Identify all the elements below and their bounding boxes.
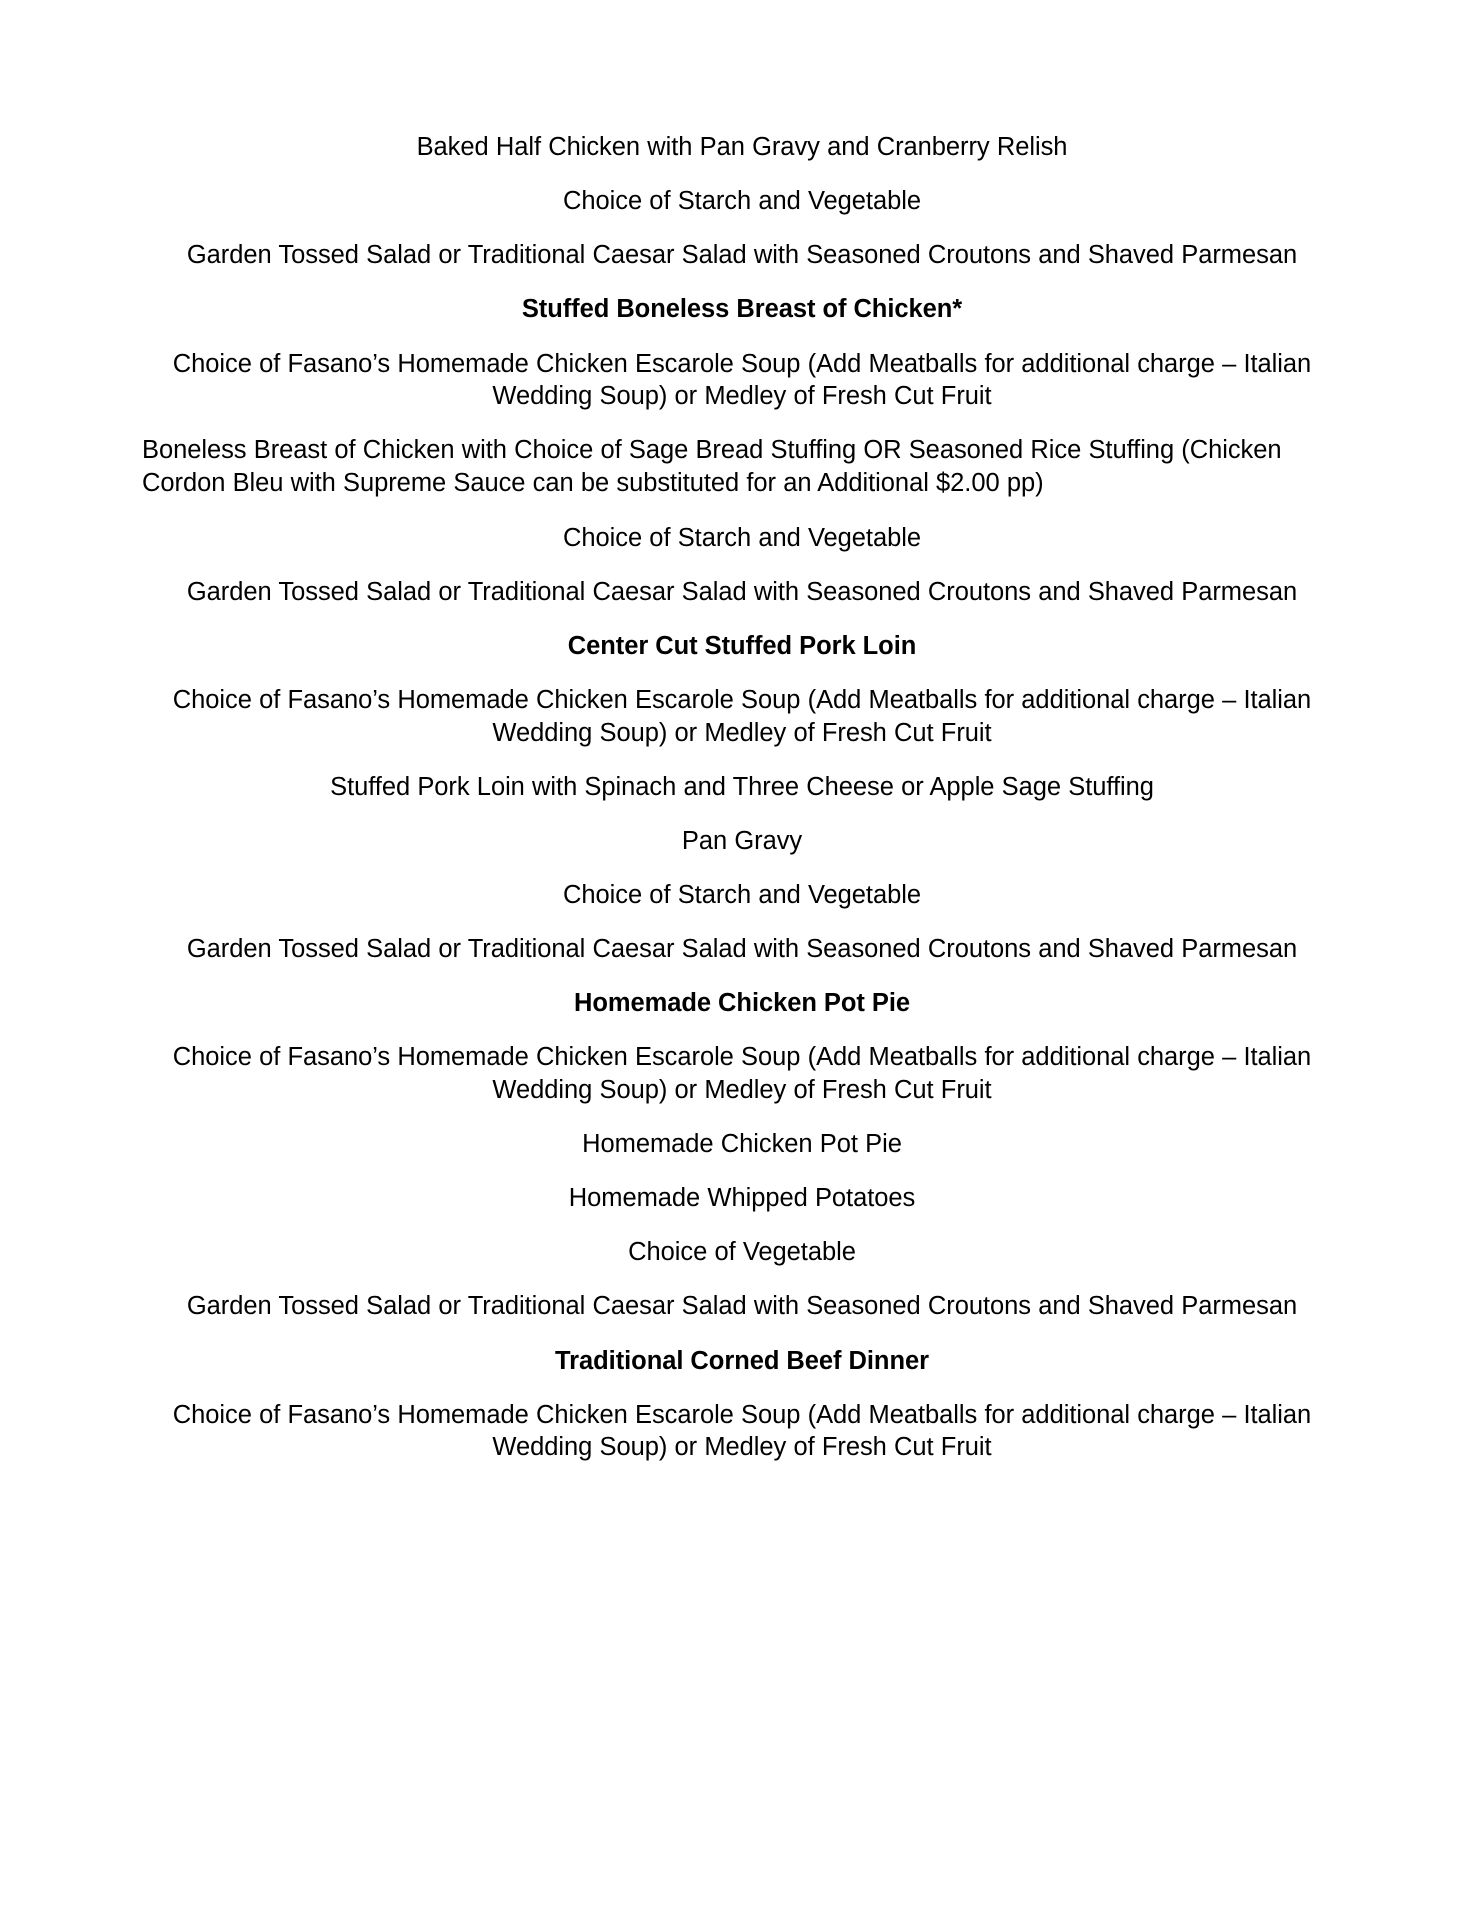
menu-line-stuffed-pork-loin-stuffing: Stuffed Pork Loin with Spinach and Three Cheese or Apple Sage Stuffing — [330, 772, 1154, 801]
menu-line-soup-or-fruit-1: Choice of Fasano’s Homemade Chicken Escarole Soup (Add Meatballs for additional charge – Italian Wedding Soup) or Medley of Fresh Cut Fruit — [172, 349, 1312, 411]
menu-line-soup-or-fruit-4: Choice of Fasano’s Homemade Chicken Escarole Soup (Add Meatballs for additional charge – Italian Wedding Soup) or Medley of Fresh Cut Fruit — [172, 1400, 1312, 1462]
menu-line-pan-gravy: Pan Gravy — [681, 826, 803, 855]
menu-heading-center-cut-stuffed-pork-loin: Center Cut Stuffed Pork Loin — [567, 631, 917, 660]
menu-line-boneless-breast-stuffing-options: Boneless Breast of Chicken with Choice of Sage Bread Stuffing OR Seasoned Rice Stuffing (Chicken Cordon Bleu with Supreme Sauce can be substituted for an Additional $2.00 pp) — [142, 436, 1282, 497]
menu-line-soup-or-fruit-2: Choice of Fasano’s Homemade Chicken Escarole Soup (Add Meatballs for additional charge – Italian Wedding Soup) or Medley of Fresh Cut Fruit — [172, 685, 1312, 747]
menu-line-choice-starch-vegetable-2: Choice of Starch and Vegetable — [563, 523, 921, 552]
menu-line-salad-option-3: Garden Tossed Salad or Traditional Caesar Salad with Seasoned Croutons and Shaved Parmesan — [186, 935, 1298, 963]
menu-line-choice-starch-vegetable-3: Choice of Starch and Vegetable — [563, 880, 921, 909]
menu-heading-stuffed-boneless-breast-of-chicken: Stuffed Boneless Breast of Chicken* — [521, 295, 963, 324]
menu-heading-homemade-chicken-pot-pie: Homemade Chicken Pot Pie — [573, 989, 911, 1018]
menu-line-choice-of-vegetable: Choice of Vegetable — [628, 1238, 856, 1267]
menu-line-salad-option-4: Garden Tossed Salad or Traditional Caesar Salad with Seasoned Croutons and Shaved Parmesan — [186, 1292, 1298, 1321]
menu-line-choice-starch-vegetable-1: Choice of Starch and Vegetable — [563, 187, 921, 216]
menu-heading-traditional-corned-beef-dinner: Traditional Corned Beef Dinner — [555, 1346, 929, 1375]
menu-line-salad-option-1: Garden Tossed Salad or Traditional Caesar Salad with Seasoned Croutons and Shaved Parmesan — [186, 241, 1298, 270]
menu-line-salad-option-2: Garden Tossed Salad or Traditional Caesar Salad with Seasoned Croutons and Shaved Parmesan — [186, 577, 1298, 606]
menu-line-homemade-chicken-pot-pie-item: Homemade Chicken Pot Pie — [582, 1130, 902, 1158]
menu-line-soup-or-fruit-3: Choice of Fasano’s Homemade Chicken Escarole Soup (Add Meatballs for additional charge – Italian Wedding Soup) or Medley of Fresh Cut Fruit — [172, 1043, 1312, 1104]
menu-line-baked-half-chicken: Baked Half Chicken with Pan Gravy and Cranberry Relish — [416, 133, 1068, 161]
menu-line-homemade-whipped-potatoes: Homemade Whipped Potatoes — [568, 1184, 916, 1213]
document-body — [142, 131, 1342, 1464]
